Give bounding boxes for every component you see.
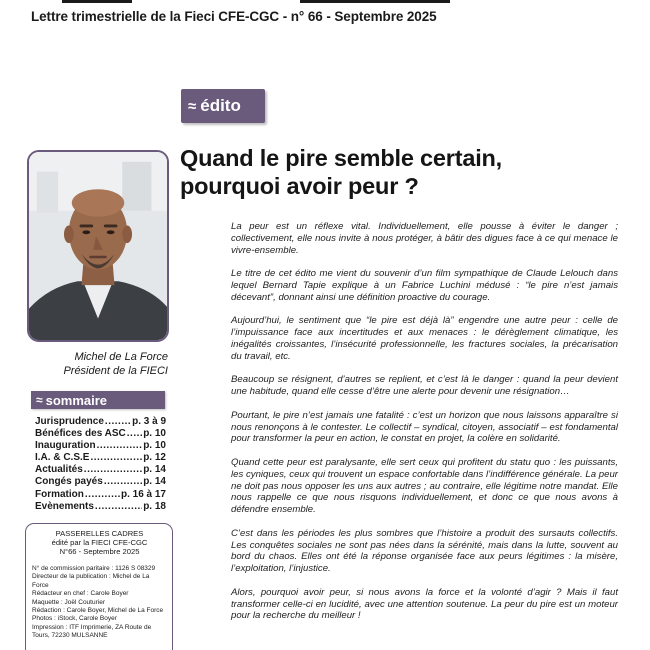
toc-item[interactable] <box>35 501 166 513</box>
toc-item-label: Bénéfices des ASC <box>35 428 126 440</box>
toc-item-label: Congés payés <box>35 476 103 488</box>
toc-item-label: Formation <box>35 488 84 500</box>
credits-issue: N°66 - Septembre 2025 <box>59 547 140 556</box>
credits-heading <box>32 529 167 556</box>
toc-item[interactable] <box>35 440 166 452</box>
article-paragraph: Beaucoup se résignent, d’autres se replient, et c’est là le danger : quand la peur devient une habitude, quand elle cesse d’être une alerte pour devenir une résignation… <box>231 374 618 398</box>
portrait-illustration <box>29 152 167 340</box>
wave-icon: ≈ <box>36 393 43 407</box>
edito-tag-label: édito <box>200 96 241 115</box>
toc-item-page: p. 16 à 17 <box>120 488 166 500</box>
toc-leader <box>127 428 142 440</box>
article-paragraph: Pourtant, le pire n’est jamais une fatalité : c’est un horizon que nous laissons apparaître si nous renonçons à le contester. Le collectif – syndical, citoyen, associatif – est fondamental pour transformer la peur en action, le constat en projet, la colère en solidarité. <box>231 409 618 445</box>
credits-title: PASSERELLES CADRES <box>55 529 144 538</box>
credits-line: Rédacteur en chef : Carole Boyer <box>32 590 129 598</box>
toc-item[interactable] <box>35 489 166 501</box>
credits-line: Impression : ITF Imprimerie, ZA Route de <box>32 623 152 631</box>
wave-icon: ≈ <box>188 97 197 115</box>
toc-item-label: Jurisprudence <box>35 416 104 427</box>
credits-line: Directeur de la publication : Michel de La Force <box>32 573 150 589</box>
toc-item-page: p. 3 à 9 <box>132 416 166 427</box>
toc-leader <box>85 489 120 501</box>
sommaire-section-tag <box>31 391 165 409</box>
article-paragraph: La peur est un réflexe vital. Individuellement, elle pousse à éviter le danger ; collectivement, elle nous invite à nous protéger, à bâtir des digues face à ce qui menace le vivre-ensemble. <box>231 221 618 256</box>
credits-line: Tours, 72230 MULSANNE <box>32 632 108 640</box>
publication-header: Lettre trimestrielle de la Fieci CFE-CGC - n° 66 - Septembre 2025 <box>31 9 437 24</box>
edito-section-tag <box>181 89 265 123</box>
toc-item-page: p. 14 <box>143 464 166 476</box>
top-edge-decoration <box>0 0 650 6</box>
toc-item[interactable] <box>35 476 166 488</box>
author-caption <box>20 350 168 378</box>
article-paragraph: Quand cette peur est paralysante, elle sert ceux qui profitent du statu quo : les puissants, les cyniques, ceux qui trouvent un espace confortable dans l’indifférence générale. La peur ne doit pas nous opposer les uns aux autres ; au contraire, elle légitime notre mandat. Elle nous rappelle ce que nous risquons individuellement, et donc ce que nous avons à défendre ensemble. <box>231 456 618 516</box>
publication-credits <box>25 523 173 650</box>
edito-title-line-2: pourquoi avoir peur ? <box>180 173 419 199</box>
toc-item-label: Actualités <box>35 464 83 476</box>
credits-line: Photos : iStock, Carole Boyer <box>32 615 117 623</box>
toc-item-label: Inauguration <box>35 440 96 452</box>
toc-item[interactable] <box>35 428 166 440</box>
toc-leader <box>105 416 131 428</box>
article-paragraph: Alors, pourquoi avoir peur, si nous avons la force et la volonté d’agir ? Mais il faut transformer celle-ci en lucidité, avec une attention soutenue. La peur du pire est un moteur pour la recherche du meilleur ! <box>231 586 618 622</box>
toc-item[interactable] <box>35 452 166 464</box>
credits-line: Maquette : Joël Couturier <box>32 598 105 606</box>
toc-item-page: p. 14 <box>143 476 166 488</box>
toc-item-page: p. 10 <box>143 428 166 440</box>
table-of-contents <box>35 416 166 513</box>
author-role: Président de la FIECI <box>63 365 168 377</box>
credits-line: N° de commission paritaire : 1126 S 08329 <box>32 565 156 572</box>
toc-item[interactable] <box>35 416 166 428</box>
toc-leader <box>104 476 142 488</box>
credits-body <box>32 565 167 641</box>
edito-article <box>231 221 618 634</box>
author-name: Michel de La Force <box>74 351 168 363</box>
toc-item-page: p. 18 <box>143 500 166 512</box>
toc-leader <box>84 464 142 476</box>
edito-title-line-1: Quand le pire semble certain, <box>180 145 503 171</box>
toc-item-label: Evènements <box>35 500 94 512</box>
article-paragraph: C’est dans les périodes les plus sombres que l’histoire a produit des sursauts collectifs. Les conquêtes sociales ne sont pas nées dans la sérénité, mais dans la lutte, souvent au bord du chaos. Elles ont été la réponse organisée face aux peurs légitimes : la misère, l’exploitation, l’injustice. <box>231 527 618 575</box>
toc-item-label: I.A. & C.S.E <box>35 452 90 464</box>
credits-line: Rédaction : Carole Boyer, Michel de La Force <box>32 607 164 615</box>
toc-leader <box>95 501 142 513</box>
toc-leader <box>97 440 143 452</box>
toc-item-page: p. 10 <box>143 440 166 452</box>
author-portrait <box>27 150 169 342</box>
edito-title <box>180 144 620 200</box>
credits-publisher: édité par la FIECI CFE-CGC <box>51 538 148 547</box>
toc-item[interactable] <box>35 464 166 476</box>
sommaire-tag-label: sommaire <box>45 392 108 408</box>
article-paragraph: Le titre de cet édito me vient du souvenir d’un film sympathique de Claude Lelouch dans lequel Bernard Tapie explique à un Fabrice Luchini médusé : “le pire n’est jamais décevant”, donnant ainsi une définition proactive du courage. <box>231 268 618 303</box>
toc-leader <box>90 452 142 464</box>
toc-item-page: p. 12 <box>143 452 166 464</box>
article-paragraph: Aujourd’hui, le sentiment que “le pire est déjà là” engendre une autre peur : celle de l’impuissance face aux incertitudes et aux menaces : le dérèglement climatique, les inégalités croissantes, l’insécurité professionnelle, les fractures sociales, la précarisation du travail, etc. <box>231 315 618 362</box>
